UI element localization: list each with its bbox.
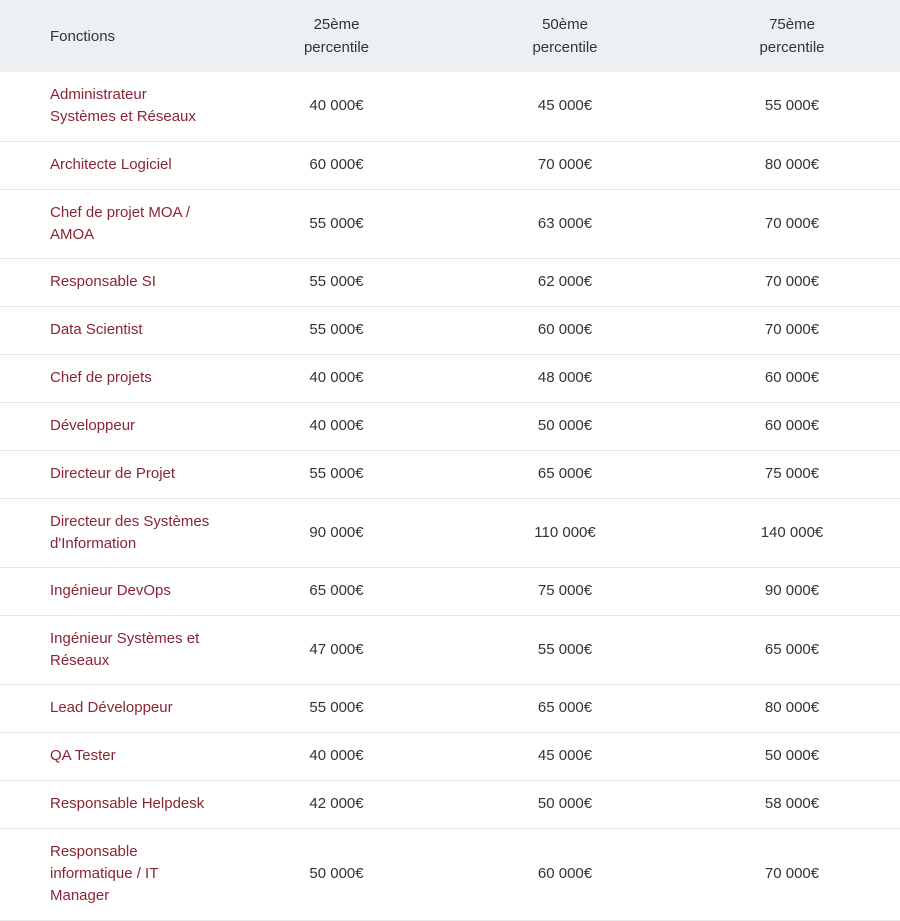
p25-cell: 55 000€ [309,699,364,716]
p25-cell: 60 000€ [309,156,364,173]
p25-cell: 40 000€ [309,747,364,764]
p50-cell: 60 000€ [537,865,593,882]
p75-cell: 70 000€ [764,865,820,882]
fonction-cell: QA Tester [50,747,116,764]
p25-cell: 40 000€ [309,417,364,434]
p25-cell: 65 000€ [309,582,364,599]
fonction-cell: Chef de projet MOA / AMOA [50,203,191,243]
fonction-cell: Ingénieur DevOps [50,582,171,599]
p50-cell: 45 000€ [537,747,593,764]
p75-cell: 60 000€ [764,417,820,434]
p50-cell: 70 000€ [537,156,593,173]
p50-cell: 48 000€ [537,369,593,386]
header-50th-line1: 50ème [542,16,588,33]
table-row [0,402,900,450]
table-row [0,258,900,306]
fonction-cell: Ingénieur Systèmes et Réseaux [50,629,200,669]
table-row [0,567,900,615]
table-row [0,780,900,828]
header-75th-line2: percentile [759,39,825,56]
table-row [0,615,900,684]
fonction-cell: Lead Développeur [50,699,173,716]
p50-cell: 60 000€ [537,321,593,338]
header-75th-line1: 75ème [769,16,815,33]
p25-cell: 55 000€ [309,465,364,482]
header-25th-line2: percentile [303,39,370,56]
p75-cell: 75 000€ [764,465,820,482]
p25-cell: 55 000€ [309,273,364,290]
table-row [0,141,900,189]
p75-cell: 50 000€ [764,747,820,764]
p75-cell: 70 000€ [764,321,820,338]
table-body [0,72,900,920]
fonction-cell: Directeur des Systèmes d'Information [50,512,210,552]
fonction-cell: Directeur de Projet [50,465,176,482]
table-row [0,498,900,567]
p75-cell: 90 000€ [764,582,820,599]
fonction-cell: Développeur [50,417,136,434]
table-header [0,0,900,72]
fonction-cell: Responsable informatique / IT Manager [50,843,159,904]
p50-cell: 45 000€ [537,97,593,115]
table-row [0,684,900,732]
header-75th-percentile [675,0,900,72]
p25-cell: 47 000€ [309,640,364,658]
p75-cell: 55 000€ [764,97,820,115]
p25-cell: 50 000€ [309,865,364,882]
p50-cell: 62 000€ [537,273,593,290]
table-row [0,189,900,258]
p75-cell: 65 000€ [764,640,820,658]
table-row [0,828,900,920]
p50-cell: 55 000€ [537,640,593,658]
header-row [0,0,900,72]
p75-cell: 70 000€ [764,214,820,232]
header-25th-percentile [225,0,450,72]
p50-cell: 110 000€ [534,523,596,541]
p25-cell: 40 000€ [309,369,364,386]
p75-cell: 60 000€ [764,369,820,386]
p75-cell: 70 000€ [764,273,820,290]
p25-cell: 40 000€ [309,97,364,115]
p75-cell: 80 000€ [764,699,820,716]
fonction-cell: Administrateur Systèmes et Réseaux [50,86,196,126]
fonction-cell: Chef de projets [50,369,152,386]
p25-cell: 42 000€ [309,795,364,812]
table-row [0,306,900,354]
header-fonctions: Fonctions [50,27,116,45]
table-row [0,732,900,780]
fonction-cell: Responsable SI [50,273,156,290]
table-row [0,72,900,141]
fonction-cell: Architecte Logiciel [50,156,172,173]
p50-cell: 63 000€ [537,214,593,232]
fonction-cell: Data Scientist [50,321,143,338]
fonction-cell: Responsable Helpdesk [50,795,205,812]
p75-cell: 80 000€ [764,156,820,173]
header-25th-line1: 25ème [313,16,360,33]
header-50th-line2: percentile [532,39,598,56]
header-50th-percentile [450,0,675,72]
p25-cell: 55 000€ [309,321,364,338]
p75-cell: 58 000€ [764,795,820,812]
p25-cell: 90 000€ [309,523,364,541]
p50-cell: 50 000€ [537,417,593,434]
p50-cell: 75 000€ [537,582,593,599]
p50-cell: 65 000€ [537,699,593,716]
p75-cell: 140 000€ [760,523,824,541]
table-row [0,354,900,402]
p50-cell: 50 000€ [537,795,593,812]
p25-cell: 55 000€ [309,214,364,232]
p50-cell: 65 000€ [537,465,593,482]
table-row [0,450,900,498]
